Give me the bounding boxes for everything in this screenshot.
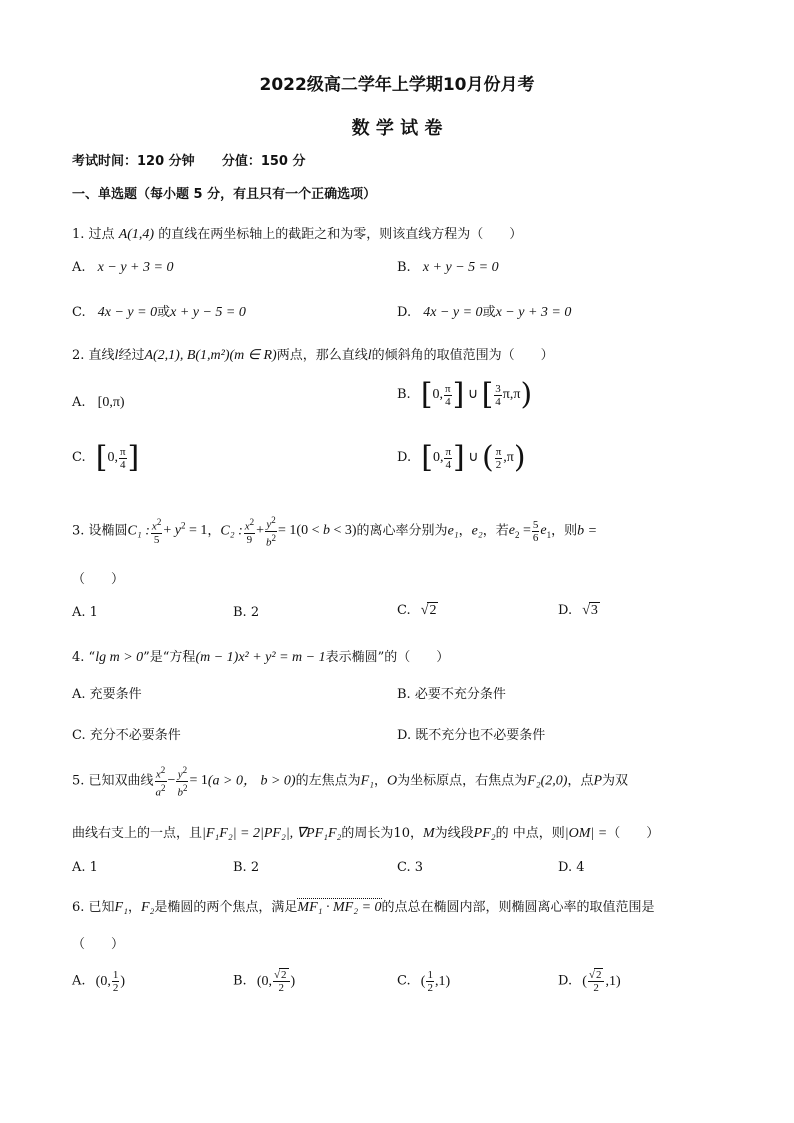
option-value: [0, $\frac{\pi}{4}$ ] ∪ [ $\frac{3}{4}$ π,π): [420, 377, 533, 412]
q5-text: 的 中点，则: [495, 826, 565, 841]
eccentricity-e2: e₂: [471, 523, 483, 539]
option-label: A.: [72, 260, 86, 275]
option-value: [0, $\frac{\pi}{4}$ ]: [95, 440, 140, 475]
focus-f1: F₁: [360, 773, 375, 789]
option-label: C.: [72, 305, 86, 320]
q5-text: 的周长为10，: [341, 826, 423, 841]
q3-number: 3. 设椭圆: [72, 523, 128, 539]
option-value: [0, $\frac{\pi}{4}$ ] ∪ ( $\frac{\pi}{2}$ ,π): [421, 440, 526, 475]
q2-points: A(2,1), B(1,m²)(m ∈ R): [144, 348, 277, 363]
q3-text: ，则: [551, 523, 578, 539]
option-label: D.: [397, 305, 412, 320]
option-connector: 或: [157, 305, 171, 320]
q3-option-c: [397, 603, 438, 619]
q2-text: 两点，那么直线: [276, 348, 368, 363]
q4-condition: lg m > 0: [95, 650, 144, 665]
q5-option-a: A. 1: [72, 860, 98, 875]
q4-text: 表示椭圆”的（ ）: [325, 650, 450, 665]
option-label: D.: [558, 973, 573, 989]
exam-info: 考试时间：120 分钟 分值：150 分: [72, 154, 306, 169]
q5-text: 的左焦点为: [295, 773, 361, 789]
option-label: A.: [72, 973, 86, 989]
option-value: √3: [582, 603, 598, 618]
question-3: 3. 设椭圆C₁ : $\frac{x^2}{5}$ + $y^2 = 1$，C₂ : $\frac{x^2}{9}$ + $\frac{y^2}{b^2}$ = 1(0 < b < 3)的离心率分别为e₁，e₂，若$e_2$ = $\frac{5}{6}$ $e_1$，则b =: [72, 515, 598, 549]
q2-number: 2. 直线: [72, 348, 115, 363]
option-value: x + y − 5 = 0: [170, 305, 246, 320]
q2-option-d: [397, 440, 526, 475]
q4-option-b: B. 必要不充分条件: [397, 687, 506, 702]
q3-option-d: [558, 603, 600, 619]
option-label: B.: [397, 260, 411, 275]
q4-option-c: C. 充分不必要条件: [72, 728, 181, 743]
q2-text: 经过: [118, 348, 145, 363]
ellipse-c2-label: C₂ :: [220, 523, 243, 539]
q6-vector-condition: MF₁ · MF₂ = 0: [297, 900, 382, 915]
question-2: [72, 344, 554, 364]
line-symbol: l: [367, 348, 372, 363]
q6-option-d: [558, 969, 621, 994]
option-connector: 或: [482, 305, 496, 320]
q1-number: 1. 过点: [72, 227, 115, 242]
q5-option-c: C. 3: [397, 860, 424, 875]
q3-text: ，若: [482, 523, 509, 539]
exam-subtitle: 数 学 试 卷: [351, 118, 443, 139]
q1-option-c: [72, 301, 246, 321]
origin-o: O: [387, 773, 398, 789]
focus-f2: F₂: [140, 900, 155, 915]
q6-number: 6. 已知: [72, 900, 115, 915]
point-m: M: [422, 826, 435, 841]
option-value: [0,π): [97, 395, 125, 410]
q3-text: 的离心率分别为: [356, 523, 448, 539]
eccentricity-e1: e₁: [447, 523, 459, 539]
option-value: ( $\frac{1}{2}$ ,1): [420, 969, 451, 994]
q6-answer-paren: （ ）: [72, 937, 125, 952]
q2-option-a: [72, 395, 125, 411]
q6-option-c: [397, 969, 450, 994]
q5-condition: (a > 0， b > 0): [207, 773, 296, 789]
q4-equation: (m − 1)x² + y² = m − 1: [195, 650, 326, 665]
option-value: x + y − 5 = 0: [422, 260, 499, 275]
segment-pf2: PF₂: [473, 826, 496, 841]
focus-f2: F₂(2,0): [527, 773, 568, 789]
option-value: (0, $\frac{1}{2}$ ): [95, 969, 126, 994]
option-value: (0, $\frac{√2}{2}$ ): [256, 969, 296, 994]
option-value: 4x − y = 0: [97, 305, 158, 320]
q2-text: 的倾斜角的取值范围为（ ）: [371, 348, 554, 363]
option-value: x − y + 3 = 0: [97, 260, 174, 275]
question-4: [72, 646, 449, 666]
question-5: 5. 已知双曲线 $\frac{x^2}{a^2}$ − $\frac{y^2}{b^2}$ = 1(a > 0， b > 0)的左焦点为F₁，O为坐标原点，右焦点为F₂(2,0)，点P为双: [72, 765, 629, 799]
question-5-line-2: [72, 822, 659, 842]
q2-option-c: [72, 440, 140, 475]
q3-option-b: B. 2: [233, 605, 260, 620]
q5-option-b: B. 2: [233, 860, 260, 875]
q5-text: （ ）: [607, 826, 660, 841]
q4-option-a: A. 充要条件: [72, 687, 142, 702]
option-label: B.: [233, 973, 247, 989]
exam-title: 2022级高二学年上学期10月份月考: [259, 75, 535, 95]
q5-text: 为坐标原点，右焦点为: [397, 773, 528, 789]
option-value: 4x − y = 0: [423, 305, 483, 320]
q5-text: 为双: [602, 773, 629, 789]
q1-option-d: [397, 301, 571, 321]
q4-number: 4. “: [72, 650, 96, 665]
ellipse-c1-label: C₁ :: [127, 523, 150, 539]
option-value: ( $\frac{√2}{2}$ ,1): [582, 969, 621, 994]
section-heading: 一、单选题（每小题 5 分，有且只有一个正确选项）: [72, 187, 377, 202]
option-label: B.: [397, 387, 411, 403]
option-label: C.: [397, 603, 411, 618]
option-label: A.: [72, 395, 86, 410]
q3-option-a: A. 1: [72, 605, 98, 620]
q2-option-b: [397, 377, 533, 412]
q6-text: ，: [127, 900, 141, 915]
q5-unknown: |OM| =: [564, 826, 608, 841]
q1-text: 的直线在两坐标轴上的截距之和为零，则该直线方程为（ ）: [158, 227, 523, 242]
q1-option-b: [397, 260, 499, 276]
q3-answer-paren: （ ）: [72, 572, 125, 587]
q4-option-d: D. 既不充分也不必要条件: [397, 728, 546, 743]
q5-relation: |F₁F₂| = 2|PF₂|, ∇PF₁F₂: [202, 826, 342, 841]
line-symbol: l: [114, 348, 119, 363]
q6-text: 是椭圆的两个焦点，满足: [154, 900, 298, 915]
option-value: x − y + 3 = 0: [495, 305, 572, 320]
q6-text: 的点总在椭圆内部，则椭圆离心率的取值范围是: [381, 900, 655, 915]
option-label: C.: [72, 450, 86, 466]
option-label: D.: [558, 603, 573, 618]
q6-option-a: [72, 969, 125, 994]
q1-point: A(1,4): [118, 227, 155, 242]
question-6: [72, 896, 655, 916]
q6-option-b: [233, 969, 295, 994]
q5-text: 曲线右支上的一点，且: [72, 826, 203, 841]
q3-unknown: b =: [577, 523, 598, 539]
focus-f1: F₁: [114, 900, 128, 915]
point-p: P: [593, 773, 602, 789]
q5-text: ，点: [567, 773, 594, 789]
q1-option-a: [72, 260, 173, 276]
q5-text: 为线段: [434, 826, 474, 841]
q5-option-d: D. 4: [558, 860, 585, 875]
option-value: √2: [420, 603, 437, 618]
q5-text: ，: [374, 773, 388, 789]
question-1: [72, 223, 522, 243]
option-label: D.: [397, 450, 412, 466]
option-label: C.: [397, 973, 411, 989]
q5-number: 5. 已知双曲线: [72, 773, 154, 789]
q4-text: ”是“方程: [143, 650, 196, 665]
